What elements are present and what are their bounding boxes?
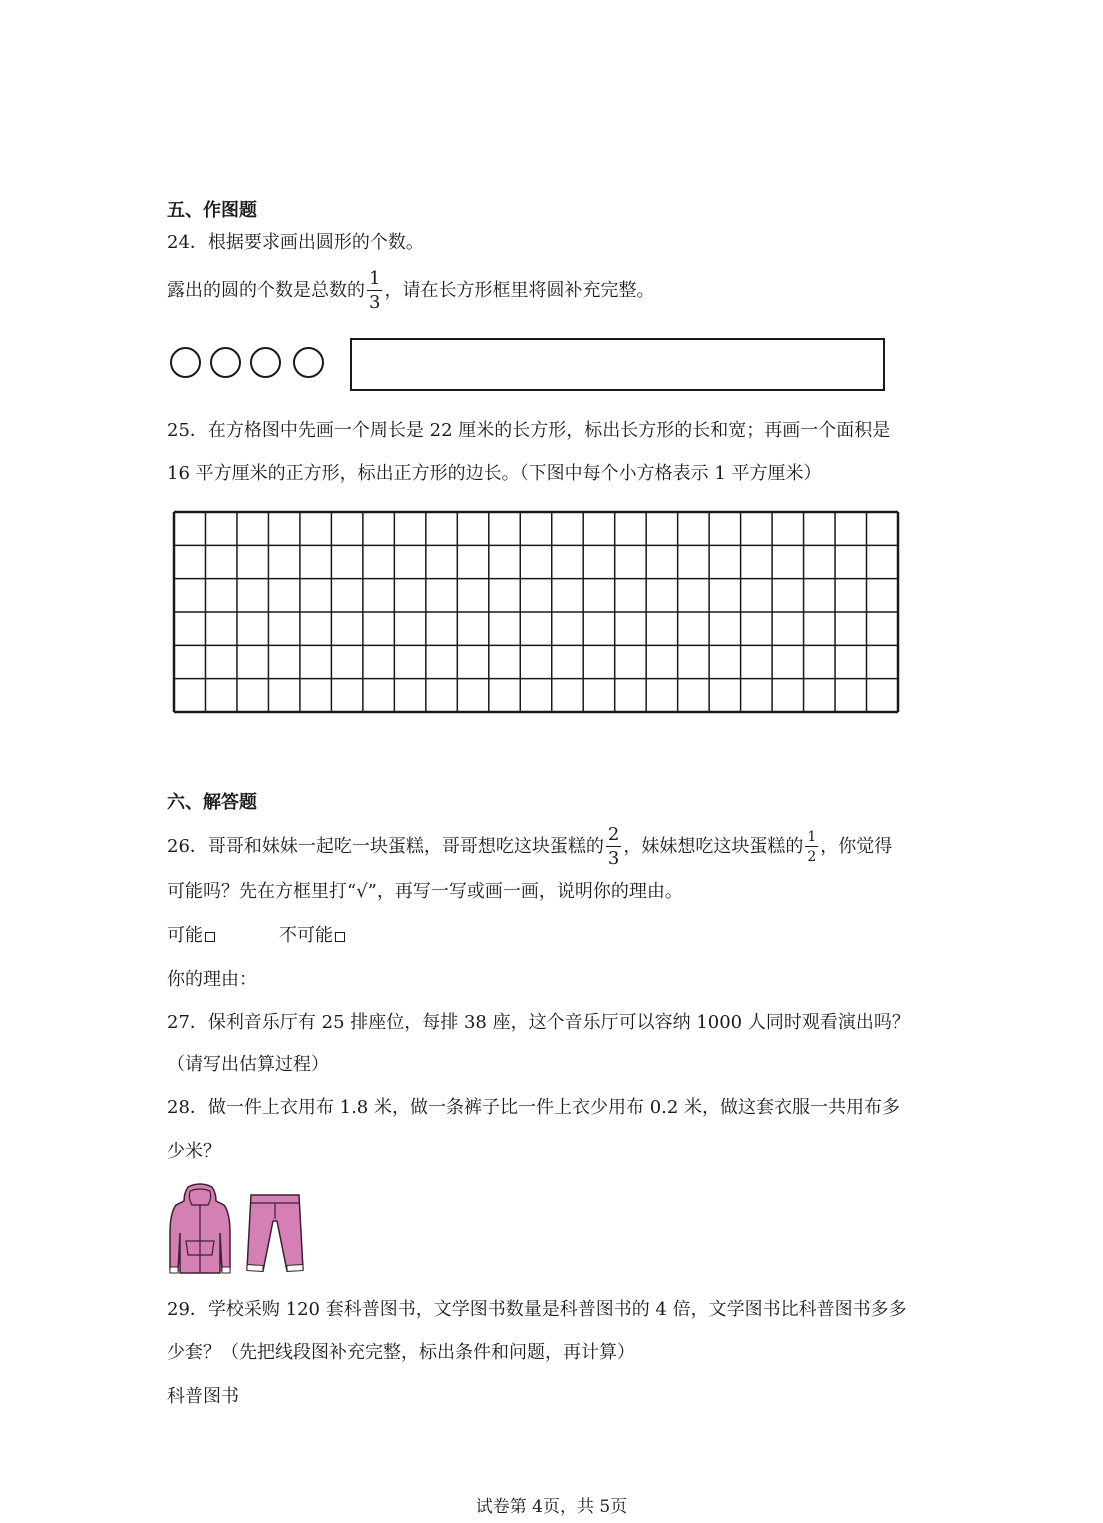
visible-circle — [170, 347, 201, 378]
visible-circle — [293, 347, 324, 378]
q29-line2: 少套？（先把线段图补充完整，标出条件和问题，再计算） — [167, 1342, 635, 1363]
label-science-books: 科普图书 — [167, 1386, 239, 1407]
q27-line2: （请写出估算过程） — [167, 1054, 329, 1075]
option-impossible-label: 不可能 — [279, 925, 333, 946]
q25-line1: 25．在方格图中先画一个周长是 22 厘米的长方形，标出长方形的长和宽；再画一个面积是 — [167, 420, 891, 441]
q26-line1-pre: 26．哥哥和妹妹一起吃一块蛋糕，哥哥想吃这块蛋糕的 — [167, 836, 604, 857]
q26-fraction-brother — [606, 826, 621, 868]
square-grid[interactable] — [170, 508, 902, 718]
q26-reason-label: 你的理由： — [167, 969, 257, 990]
q26-frac2-numerator: 1 — [807, 829, 817, 845]
q26-line2: 可能吗？先在方框里打“√”，再写一写或画一画，说明你的理由。 — [167, 881, 683, 902]
q28-line1: 28．做一件上衣用布 1.8 米，做一条裤子比一件上衣少用布 0.2 米，做这套衣服一共用布多 — [167, 1097, 901, 1118]
q24-frac-numerator: 1 — [369, 268, 381, 289]
option-impossible[interactable] — [279, 924, 345, 948]
q24-line2-pre: 露出的圆的个数是总数的 — [167, 280, 365, 301]
q26-frac1-numerator: 2 — [607, 824, 620, 845]
q28-line2: 少米？ — [167, 1141, 221, 1162]
q26-frac2-denominator: 2 — [807, 849, 817, 865]
q29-line1: 29．学校采购 120 套科普图书，文学图书数量是科普图书的 4 倍，文学图书比科普图书多多 — [167, 1299, 907, 1320]
jacket-icon — [166, 1183, 234, 1278]
page-footer: 试卷第 4页，共 5页 — [475, 1497, 628, 1517]
q24-line2 — [167, 270, 654, 312]
checkbox-impossible[interactable] — [335, 932, 345, 942]
q25-line2: 16 平方厘米的正方形，标出正方形的边长。（下图中每个小方格表示 1 平方厘米） — [167, 463, 822, 484]
visible-circle — [250, 347, 281, 378]
q24-line1: 24．根据要求画出圆形的个数。 — [167, 232, 424, 253]
answer-rectangle-frame[interactable] — [350, 338, 885, 391]
checkbox-possible[interactable] — [205, 932, 215, 942]
q26-line1-post: ，你觉得 — [820, 836, 893, 857]
visible-circle — [210, 347, 241, 378]
q24-frac-denominator: 3 — [369, 292, 381, 313]
q24-fraction — [367, 270, 382, 312]
option-possible[interactable] — [167, 924, 215, 948]
option-possible-label: 可能 — [167, 925, 203, 946]
q26-fraction-sister — [805, 830, 818, 864]
q26-line1-mid: ，妹妹想吃这块蛋糕的 — [623, 836, 804, 857]
pants-icon — [243, 1191, 307, 1277]
q26-line1 — [167, 826, 892, 868]
section-title-answers: 六、解答题 — [167, 792, 257, 813]
section-title-drawing: 五、作图题 — [167, 200, 257, 221]
q26-frac1-denominator: 3 — [607, 848, 620, 869]
q24-line2-post: ，请在长方形框里将圆补充完整。 — [384, 280, 655, 301]
q27-line1: 27．保利音乐厅有 25 排座位，每排 38 座，这个音乐厅可以容纳 1000 人同时观看演出吗？ — [167, 1012, 910, 1033]
